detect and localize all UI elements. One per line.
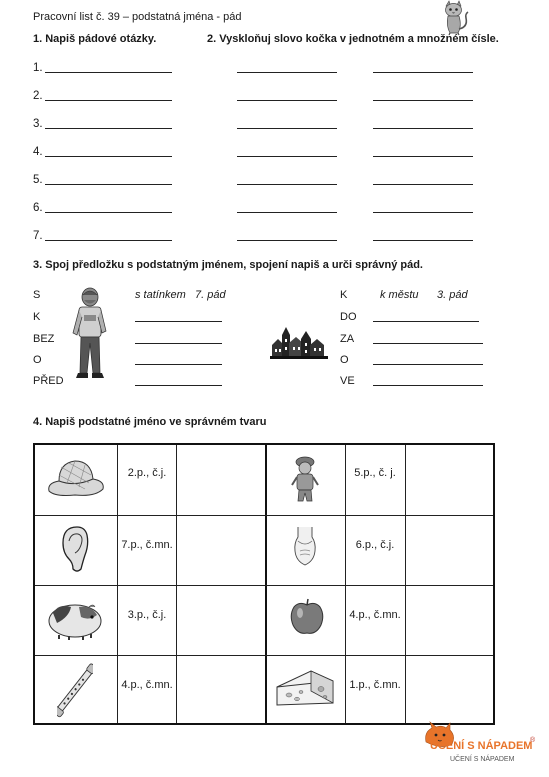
answer-line[interactable] (45, 100, 172, 101)
answer-line[interactable] (45, 156, 172, 157)
logo-brand-text: UČENÍ S NÁPADEM (430, 740, 533, 752)
cat-icon (438, 0, 472, 36)
table-divider (35, 515, 493, 516)
ear-icon (59, 525, 89, 573)
row-number: 1. (33, 62, 43, 74)
hat-icon (45, 453, 107, 503)
apple-icon (289, 597, 325, 637)
noun-form-table (33, 443, 495, 725)
answer-line[interactable] (45, 128, 172, 129)
preposition-label: PŘED (33, 375, 64, 387)
row-number: 7. (33, 230, 43, 242)
singular-line[interactable] (237, 212, 337, 213)
logo-registered-mark: ® (530, 737, 536, 744)
swimsuit-icon (292, 525, 318, 571)
table-divider (265, 445, 267, 723)
plural-line[interactable] (373, 240, 473, 241)
preposition-label: S (33, 289, 41, 301)
answer-line[interactable] (373, 385, 483, 386)
plural-line[interactable] (373, 100, 473, 101)
table-divider (405, 445, 406, 723)
answer-line[interactable] (45, 184, 172, 185)
answer-line[interactable] (45, 240, 172, 241)
row-number: 5. (33, 174, 43, 186)
preposition-label: ZA (340, 333, 355, 345)
case-label: 7.p., č.mn. (121, 539, 173, 551)
preposition-label: DO (340, 311, 357, 323)
plural-line[interactable] (373, 72, 473, 73)
teddy-figure-icon (290, 453, 320, 505)
preposition-label: O (340, 354, 349, 366)
cheese-icon (275, 667, 337, 709)
case-label: 4.p., č.mn. (121, 679, 173, 691)
guinea-pig-icon (45, 593, 107, 643)
answer-line[interactable] (45, 212, 172, 213)
singular-line[interactable] (237, 128, 337, 129)
singular-line[interactable] (237, 72, 337, 73)
preposition-label: VE (340, 375, 355, 387)
preposition-label: K (33, 311, 41, 323)
example-case: 7. pád (195, 289, 226, 301)
task3-heading: 3. Spoj předložku s podstatným jménem, spojení napiš a urči správný pád. (33, 259, 423, 271)
case-label: 2.p., č.j. (127, 467, 167, 479)
answer-line[interactable] (373, 364, 483, 365)
case-label: 4.p., č.mn. (349, 609, 401, 621)
table-divider (35, 655, 493, 656)
preposition-label: K (340, 289, 348, 301)
row-number: 6. (33, 202, 43, 214)
answer-line[interactable] (373, 343, 483, 344)
town-icon (270, 325, 328, 359)
plural-line[interactable] (373, 156, 473, 157)
example-phrase: s tatínkem (135, 289, 186, 301)
case-label: 5.p., č. j. (354, 467, 396, 479)
singular-line[interactable] (237, 184, 337, 185)
case-label: 1.p., č.mn. (349, 679, 401, 691)
singular-line[interactable] (237, 100, 337, 101)
table-divider (35, 585, 493, 586)
logo-subtitle: UČENÍ S NÁPADEM (450, 756, 515, 763)
example-case: 3. pád (437, 289, 468, 301)
row-number: 2. (33, 90, 43, 102)
singular-line[interactable] (237, 156, 337, 157)
recorder-flute-icon (57, 659, 93, 721)
preposition-label: O (33, 354, 42, 366)
row-number: 3. (33, 118, 43, 130)
task2-heading: 2. Vyskloňuj slovo kočka v jednotném a množném čísle. (207, 33, 499, 45)
man-icon (70, 285, 110, 383)
row-number: 4. (33, 146, 43, 158)
page-title: Pracovní list č. 39 – podstatná jména - pád (33, 11, 242, 23)
task4-heading: 4. Napiš podstatné jméno ve správném tvaru (33, 416, 267, 428)
example-phrase: k městu (380, 289, 419, 301)
table-divider (176, 445, 177, 723)
plural-line[interactable] (373, 212, 473, 213)
preposition-label: BEZ (33, 333, 55, 345)
case-label: 6.p., č.j. (355, 539, 395, 551)
answer-line[interactable] (135, 321, 222, 322)
answer-line[interactable] (135, 343, 222, 344)
answer-line[interactable] (45, 72, 172, 73)
plural-line[interactable] (373, 128, 473, 129)
singular-line[interactable] (237, 240, 337, 241)
answer-line[interactable] (135, 385, 222, 386)
plural-line[interactable] (373, 184, 473, 185)
brand-logo (420, 720, 545, 772)
answer-line[interactable] (373, 321, 479, 322)
case-label: 3.p., č.j. (127, 609, 167, 621)
answer-line[interactable] (135, 364, 222, 365)
task1-heading: 1. Napiš pádové otázky. (33, 33, 157, 45)
